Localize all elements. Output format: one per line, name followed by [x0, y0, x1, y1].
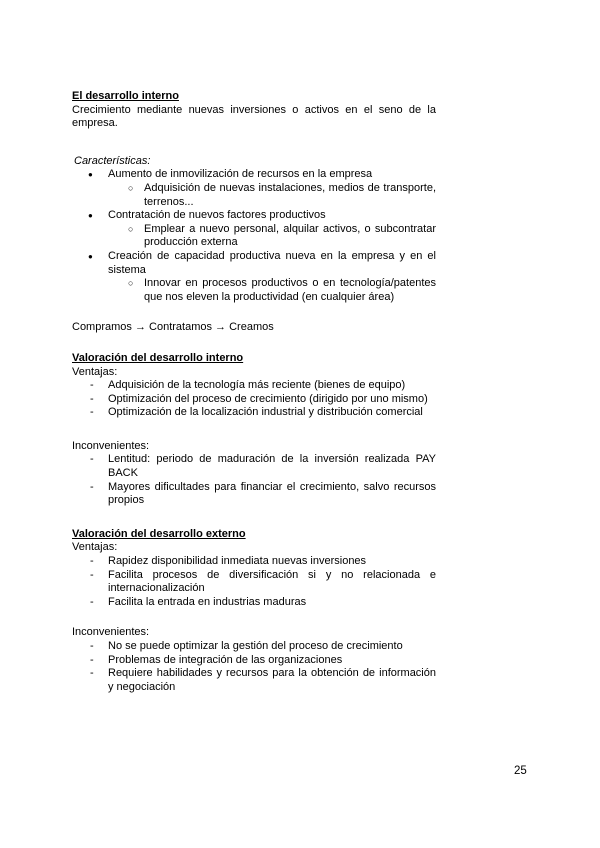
page-number: 25 [514, 765, 527, 777]
disadvantages-list [72, 453, 436, 507]
disadvantages-list [72, 640, 436, 694]
intro-paragraph: Crecimiento mediante nuevas inversiones o activos en el seno de la empresa. [72, 103, 436, 130]
list-item: - Rapidez disponibilidad inmediata nuevas inversiones [72, 555, 436, 569]
summary-line: Compramos → Contratamos → Creamos [72, 321, 274, 334]
list-item: - Problemas de integración de las organizaciones [72, 654, 436, 668]
list-item: - Facilita procesos de diversificación si y no relacionada e internacionalización [72, 569, 436, 596]
list-item [72, 168, 436, 209]
list-item [72, 250, 436, 304]
list-item: - Lentitud: periodo de maduración de la inversión realizada PAY BACK [72, 453, 436, 480]
list-item [72, 209, 436, 250]
advantages-label: Ventajas: [72, 365, 118, 378]
section-title-valoracion-interno: Valoración del desarrollo interno [72, 351, 244, 364]
list-item: - Optimización del proceso de crecimiento (dirigido por uno mismo) [72, 393, 436, 407]
disadvantages-label: Inconvenientes: [72, 626, 150, 639]
list-item: - Adquisición de la tecnología más reciente (bienes de equipo) [72, 379, 436, 393]
characteristics-list [72, 168, 436, 304]
section-title-valoracion-externo: Valoración del desarrollo externo [72, 527, 246, 540]
list-item: - Requiere habilidades y recursos para la obtención de información y negociación [72, 667, 436, 694]
list-item: - Facilita la entrada en industrias maduras [72, 596, 436, 610]
list-item-text: Aumento de inmovilización de recursos en la empresa [108, 168, 373, 181]
sub-list-item: ○ Innovar en procesos productivos o en tecnología/patentes que nos eleven la productividad (en cualquier área) [108, 277, 436, 304]
advantages-list [72, 555, 436, 609]
disadvantages-label: Inconvenientes: [72, 439, 150, 452]
advantages-list [72, 379, 436, 420]
document-page [72, 90, 436, 694]
sub-list-item: ○ Adquisición de nuevas instalaciones, medios de transporte, terrenos... [108, 182, 436, 209]
list-item-text: Contratación de nuevos factores productivos [108, 209, 326, 222]
characteristics-label: Características: [74, 154, 151, 167]
list-item-text: Creación de capacidad productiva nueva en la empresa y en el sistema [108, 249, 436, 276]
list-item: - Mayores dificultades para financiar el crecimiento, salvo recursos propios [72, 481, 436, 508]
sub-list-item: ○ Emplear a nuevo personal, alquilar activos, o subcontratar producción externa [108, 223, 436, 250]
section-title-desarrollo-interno: El desarrollo interno [72, 90, 179, 102]
advantages-label: Ventajas: [72, 541, 118, 554]
list-item: - No se puede optimizar la gestión del proceso de crecimiento [72, 640, 436, 654]
list-item: - Optimización de la localización industrial y distribución comercial [72, 406, 436, 420]
